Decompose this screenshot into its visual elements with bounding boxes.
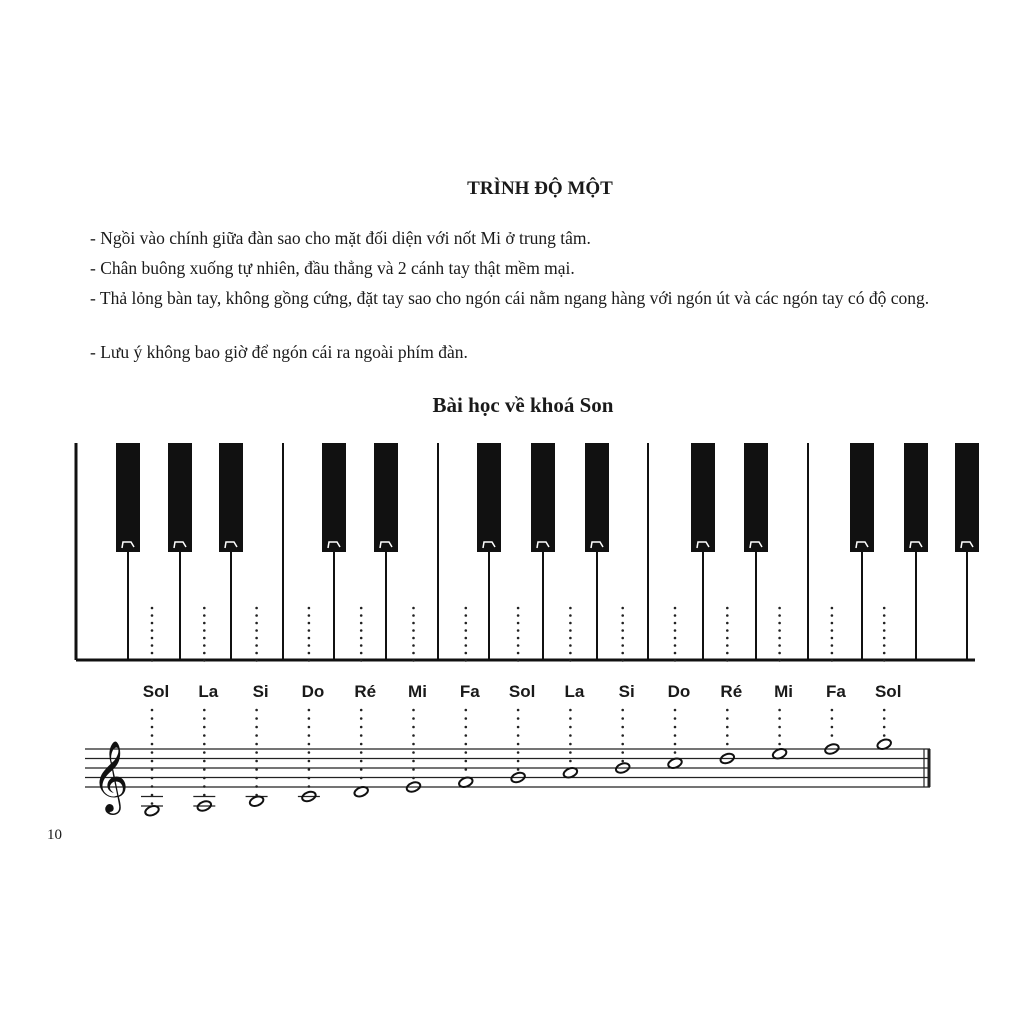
- guide-dot: [569, 629, 572, 632]
- guide-dot: [569, 743, 572, 746]
- guide-dot: [203, 644, 206, 647]
- guide-dot: [151, 659, 154, 662]
- guide-dot: [203, 734, 206, 737]
- guide-dot: [569, 760, 572, 763]
- guide-dot: [674, 652, 677, 655]
- guide-dot: [255, 709, 258, 712]
- guide-dot: [412, 614, 415, 617]
- guide-dot: [308, 659, 311, 662]
- guide-dot: [726, 717, 729, 720]
- guide-dot: [621, 734, 624, 737]
- guide-dot: [883, 709, 886, 712]
- guide-dot: [674, 743, 677, 746]
- guide-dot: [151, 644, 154, 647]
- guide-dot: [621, 709, 624, 712]
- guide-dot: [255, 734, 258, 737]
- guide-dot: [151, 751, 154, 754]
- guide-dot: [883, 614, 886, 617]
- note-label: Fa: [825, 682, 846, 701]
- guide-dot: [255, 652, 258, 655]
- guide-dot: [831, 652, 834, 655]
- guide-dot: [726, 622, 729, 625]
- guide-dot: [360, 726, 363, 729]
- guide-dot: [778, 734, 781, 737]
- guide-dot: [465, 726, 468, 729]
- guide-dot: [674, 607, 677, 610]
- guide-dot: [831, 659, 834, 662]
- black-key: [374, 443, 398, 552]
- guide-dot: [203, 709, 206, 712]
- guide-dot: [151, 760, 154, 763]
- guide-dot: [621, 659, 624, 662]
- guide-dot: [255, 614, 258, 617]
- guide-dot: [569, 622, 572, 625]
- guide-dot: [465, 709, 468, 712]
- guide-dot: [308, 614, 311, 617]
- black-key: [531, 443, 555, 552]
- guide-dot: [831, 614, 834, 617]
- guide-dot: [151, 652, 154, 655]
- guide-dot: [883, 607, 886, 610]
- guide-dot: [151, 734, 154, 737]
- note-label: Sol: [874, 682, 902, 701]
- guide-dot: [360, 622, 363, 625]
- guide-dot: [412, 768, 415, 771]
- guide-dot: [778, 637, 781, 640]
- guide-dot: [203, 785, 206, 788]
- guide-dot: [255, 785, 258, 788]
- guide-dot: [151, 777, 154, 780]
- guide-dot: [412, 629, 415, 632]
- guide-dot: [308, 652, 311, 655]
- guide-dot: [674, 614, 677, 617]
- guide-dot: [517, 709, 520, 712]
- guide-dot: [883, 652, 886, 655]
- guide-dot: [360, 717, 363, 720]
- black-key: [691, 443, 715, 552]
- guide-dot: [569, 614, 572, 617]
- guide-dot: [883, 644, 886, 647]
- note-label: La: [564, 682, 585, 701]
- paragraph-4: - Lưu ý không bao giờ để ngón cái ra ngoài phím đàn.: [90, 342, 468, 362]
- guide-dot: [778, 629, 781, 632]
- guide-dot: [778, 726, 781, 729]
- guide-dot: [517, 717, 520, 720]
- guide-dot: [621, 760, 624, 763]
- paragraph-2: - Chân buông xuống tự nhiên, đầu thẳng và 2 cánh tay thật mềm mại.: [90, 258, 575, 278]
- guide-dot: [465, 760, 468, 763]
- guide-dot: [203, 622, 206, 625]
- guide-dot: [621, 607, 624, 610]
- page-title: TRÌNH ĐỘ MỘT: [467, 178, 613, 199]
- guide-dot: [517, 629, 520, 632]
- guide-dot: [412, 607, 415, 610]
- guide-dot: [726, 743, 729, 746]
- guide-dot: [674, 644, 677, 647]
- guide-dot: [517, 659, 520, 662]
- note-label: Do: [301, 682, 325, 701]
- guide-dot: [517, 644, 520, 647]
- guide-dot: [465, 659, 468, 662]
- guide-dot: [412, 622, 415, 625]
- guide-dot: [621, 751, 624, 754]
- guide-dot: [569, 607, 572, 610]
- guide-dot: [203, 607, 206, 610]
- guide-dot: [412, 734, 415, 737]
- guide-dot: [255, 726, 258, 729]
- guide-dot: [151, 802, 154, 805]
- note-label: Ré: [720, 682, 743, 701]
- guide-dot: [621, 743, 624, 746]
- guide-dot: [778, 622, 781, 625]
- guide-dot: [517, 760, 520, 763]
- guide-dot: [726, 614, 729, 617]
- guide-dot: [674, 622, 677, 625]
- guide-dot: [151, 629, 154, 632]
- guide-dot: [726, 726, 729, 729]
- guide-dot: [412, 751, 415, 754]
- guide-dot: [726, 637, 729, 640]
- guide-dot: [203, 760, 206, 763]
- guide-dot: [831, 637, 834, 640]
- guide-dot: [778, 607, 781, 610]
- guide-dot: [778, 644, 781, 647]
- guide-dot: [465, 768, 468, 771]
- guide-dot: [203, 652, 206, 655]
- guide-dot: [412, 717, 415, 720]
- guide-dot: [360, 629, 363, 632]
- guide-dot: [778, 709, 781, 712]
- guide-dot: [412, 743, 415, 746]
- guide-dot: [360, 644, 363, 647]
- guide-dot: [308, 622, 311, 625]
- guide-dot: [569, 709, 572, 712]
- guide-dot: [412, 644, 415, 647]
- guide-dot: [465, 637, 468, 640]
- guide-dot: [412, 637, 415, 640]
- guide-dot: [831, 709, 834, 712]
- guide-dot: [674, 709, 677, 712]
- guide-dot: [778, 614, 781, 617]
- guide-dot: [778, 743, 781, 746]
- guide-dot: [621, 644, 624, 647]
- guide-dot: [517, 743, 520, 746]
- guide-dot: [203, 777, 206, 780]
- guide-dot: [255, 644, 258, 647]
- black-key: [219, 443, 243, 552]
- guide-dot: [883, 659, 886, 662]
- guide-dot: [255, 760, 258, 763]
- guide-dot: [360, 709, 363, 712]
- guide-dot: [465, 607, 468, 610]
- guide-dot: [360, 607, 363, 610]
- guide-dot: [883, 629, 886, 632]
- black-key: [585, 443, 609, 552]
- guide-dot: [569, 734, 572, 737]
- guide-dot: [465, 751, 468, 754]
- guide-dot: [726, 644, 729, 647]
- guide-dot: [360, 637, 363, 640]
- guide-dot: [151, 607, 154, 610]
- black-key: [904, 443, 928, 552]
- guide-dot: [255, 743, 258, 746]
- guide-dot: [517, 622, 520, 625]
- guide-dot: [883, 726, 886, 729]
- guide-dot: [308, 637, 311, 640]
- guide-dot: [465, 629, 468, 632]
- guide-dot: [360, 768, 363, 771]
- guide-dot: [517, 751, 520, 754]
- guide-dot: [883, 717, 886, 720]
- guide-dot: [726, 607, 729, 610]
- guide-dot: [255, 607, 258, 610]
- black-key: [168, 443, 192, 552]
- note-label: Mi: [774, 682, 794, 701]
- guide-dot: [255, 768, 258, 771]
- guide-dot: [883, 622, 886, 625]
- note-label: Mi: [408, 682, 427, 701]
- guide-dot: [569, 659, 572, 662]
- black-key: [116, 443, 140, 552]
- guide-dot: [412, 652, 415, 655]
- guide-dot: [517, 652, 520, 655]
- black-key: [744, 443, 768, 552]
- guide-dot: [360, 743, 363, 746]
- guide-dot: [517, 614, 520, 617]
- guide-dot: [360, 760, 363, 763]
- guide-dot: [517, 768, 520, 771]
- guide-dot: [465, 717, 468, 720]
- note-label: Ré: [354, 682, 377, 701]
- guide-dot: [831, 726, 834, 729]
- guide-dot: [151, 726, 154, 729]
- guide-dot: [621, 726, 624, 729]
- guide-dot: [308, 629, 311, 632]
- guide-dot: [674, 717, 677, 720]
- guide-dot: [778, 652, 781, 655]
- guide-dot: [412, 659, 415, 662]
- guide-dot: [308, 777, 311, 780]
- guide-dot: [255, 777, 258, 780]
- guide-dot: [308, 709, 311, 712]
- guide-dot: [203, 768, 206, 771]
- guide-dot: [308, 726, 311, 729]
- guide-dot: [151, 768, 154, 771]
- guide-dot: [412, 777, 415, 780]
- guide-dot: [255, 659, 258, 662]
- guide-dot: [674, 659, 677, 662]
- guide-dot: [674, 629, 677, 632]
- guide-dot: [569, 726, 572, 729]
- guide-dot: [831, 734, 834, 737]
- guide-dot: [569, 751, 572, 754]
- guide-dot: [308, 785, 311, 788]
- guide-dot: [360, 659, 363, 662]
- guide-dot: [517, 726, 520, 729]
- guide-dot: [569, 717, 572, 720]
- note-label: La: [198, 682, 219, 701]
- guide-dot: [726, 734, 729, 737]
- guide-dot: [674, 726, 677, 729]
- guide-dot: [465, 743, 468, 746]
- guide-dot: [831, 629, 834, 632]
- guide-dot: [621, 622, 624, 625]
- note-label: Sol: [142, 682, 170, 701]
- guide-dot: [203, 726, 206, 729]
- guide-dot: [360, 777, 363, 780]
- guide-dot: [203, 717, 206, 720]
- guide-dot: [831, 644, 834, 647]
- guide-dot: [151, 637, 154, 640]
- guide-dot: [308, 760, 311, 763]
- guide-dot: [255, 629, 258, 632]
- guide-dot: [360, 751, 363, 754]
- note-label: Fa: [459, 682, 480, 701]
- guide-dot: [465, 644, 468, 647]
- guide-dot: [412, 709, 415, 712]
- guide-dot: [883, 734, 886, 737]
- treble-clef-icon: 𝄞: [92, 739, 129, 812]
- guide-dot: [465, 614, 468, 617]
- guide-dot: [674, 751, 677, 754]
- guide-dot: [308, 644, 311, 647]
- guide-dot: [569, 644, 572, 647]
- guide-dot: [621, 614, 624, 617]
- guide-dot: [203, 614, 206, 617]
- guide-dot: [151, 709, 154, 712]
- guide-dot: [726, 629, 729, 632]
- guide-dot: [203, 629, 206, 632]
- guide-dot: [255, 622, 258, 625]
- guide-dot: [203, 637, 206, 640]
- guide-dot: [621, 652, 624, 655]
- note-label: Do: [667, 682, 691, 701]
- guide-dot: [412, 726, 415, 729]
- guide-dot: [360, 614, 363, 617]
- guide-dot: [831, 622, 834, 625]
- guide-dot: [517, 734, 520, 737]
- guide-dot: [412, 760, 415, 763]
- note-label: Si: [252, 682, 269, 701]
- guide-dot: [883, 637, 886, 640]
- guide-dot: [621, 637, 624, 640]
- guide-dot: [203, 659, 206, 662]
- black-key: [850, 443, 874, 552]
- guide-dot: [203, 743, 206, 746]
- guide-dot: [831, 717, 834, 720]
- guide-dot: [726, 652, 729, 655]
- guide-dot: [151, 622, 154, 625]
- guide-dot: [726, 709, 729, 712]
- paragraph-3: - Thả lỏng bàn tay, không gồng cứng, đặt tay sao cho ngón cái nằm ngang hàng với ngón út và các ngón tay có độ cong.: [90, 288, 930, 308]
- guide-dot: [517, 607, 520, 610]
- guide-dot: [308, 743, 311, 746]
- guide-dot: [621, 629, 624, 632]
- guide-dot: [308, 717, 311, 720]
- guide-dot: [778, 717, 781, 720]
- guide-dot: [203, 751, 206, 754]
- guide-dot: [255, 717, 258, 720]
- guide-dot: [465, 652, 468, 655]
- guide-dot: [465, 734, 468, 737]
- black-key: [955, 443, 979, 552]
- guide-dot: [255, 751, 258, 754]
- guide-dot: [569, 652, 572, 655]
- guide-dot: [726, 659, 729, 662]
- guide-dot: [255, 637, 258, 640]
- section-title: Bài học về khoá Son: [432, 393, 614, 417]
- guide-dot: [308, 751, 311, 754]
- guide-dot: [569, 637, 572, 640]
- guide-dot: [151, 614, 154, 617]
- guide-dot: [151, 717, 154, 720]
- page-number: 10: [47, 827, 62, 843]
- guide-dot: [621, 717, 624, 720]
- paragraph-1: - Ngồi vào chính giữa đàn sao cho mặt đối diện với nốt Mi ở trung tâm.: [90, 228, 591, 248]
- guide-dot: [308, 768, 311, 771]
- black-key: [477, 443, 501, 552]
- note-label: Sol: [508, 682, 536, 701]
- guide-dot: [674, 637, 677, 640]
- guide-dot: [360, 734, 363, 737]
- guide-dot: [465, 622, 468, 625]
- guide-dot: [151, 743, 154, 746]
- guide-dot: [151, 785, 154, 788]
- guide-dot: [308, 734, 311, 737]
- guide-dot: [831, 607, 834, 610]
- guide-dot: [674, 734, 677, 737]
- guide-dot: [308, 607, 311, 610]
- guide-dot: [517, 637, 520, 640]
- guide-dot: [778, 659, 781, 662]
- note-label: Si: [618, 682, 635, 701]
- guide-dot: [360, 652, 363, 655]
- black-key: [322, 443, 346, 552]
